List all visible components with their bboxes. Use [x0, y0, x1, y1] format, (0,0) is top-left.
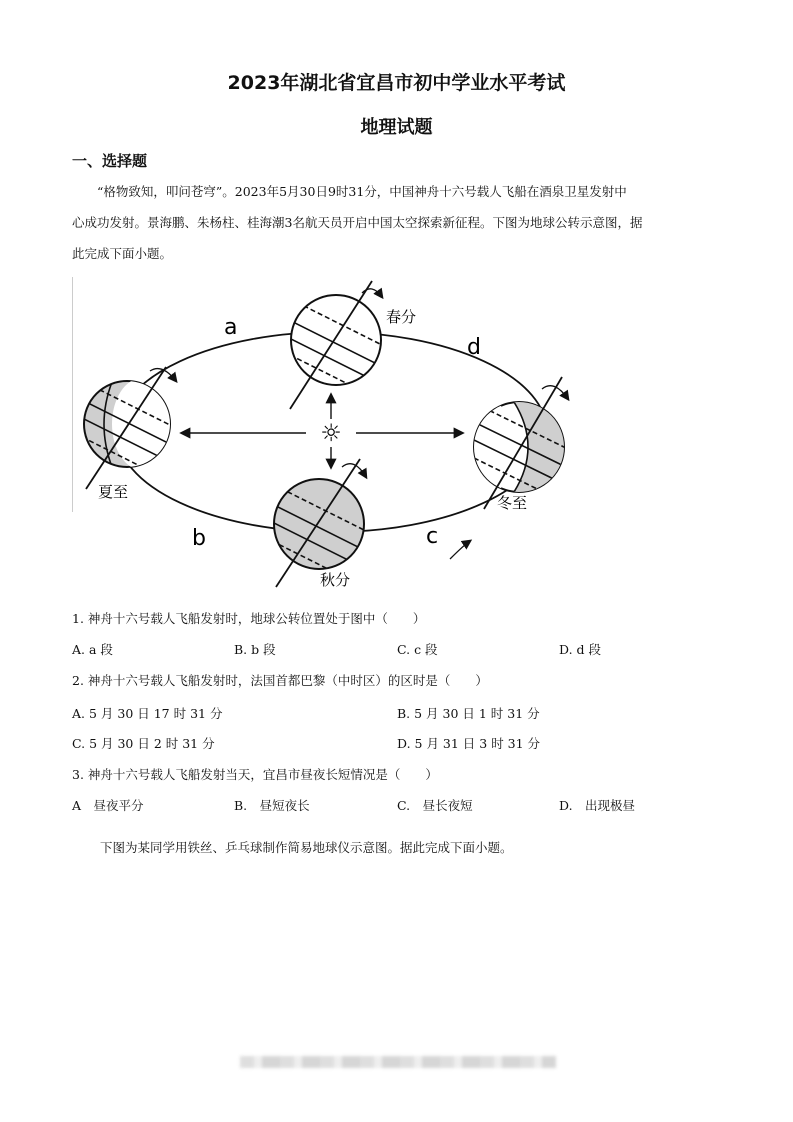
label-c: c: [426, 524, 439, 549]
globe-autumn-equinox: [266, 459, 372, 591]
intro-line: “格物致知，叩问苍穹”。2023年5月30日9时31分，中国神舟十六号载人飞船在酒泉卫星发射中: [97, 184, 627, 199]
question-1-option-c: C. c 段: [397, 642, 438, 657]
globe-spring-equinox: [282, 281, 390, 409]
earth-revolution-diagram: [72, 277, 592, 597]
intro-paragraph: [72, 176, 722, 269]
label-b: b: [192, 526, 206, 551]
label-autumn-equinox: 秋分: [320, 571, 351, 589]
globe-winter-solstice: [466, 377, 576, 509]
question-3-option-a: A 昼夜平分: [72, 798, 144, 813]
question-1-option-b: B. b 段: [234, 642, 276, 657]
question-3-option-b: B. 昼短夜长: [234, 798, 310, 813]
label-spring-equinox: 春分: [386, 308, 417, 326]
label-winter-solstice: 冬至: [497, 494, 528, 512]
page-subtitle: 地理试题: [360, 117, 433, 138]
question-2-option-c: C. 5 月 30 日 2 时 31 分: [72, 736, 215, 751]
question-1-option-d: D. d 段: [559, 642, 601, 657]
question-1-option-a: A. a 段: [72, 642, 113, 657]
question-3-option-d: D. 出现极昼: [559, 798, 636, 813]
label-summer-solstice: 夏至: [98, 483, 129, 501]
question-3-stem: 3. 神舟十六号载人飞船发射当天，宜昌市昼夜长短情况是（ ）: [72, 767, 438, 782]
question-2-option-d: D. 5 月 31 日 3 时 31 分: [397, 736, 541, 751]
intro-paragraph-2: 下图为某同学用铁丝、乒乓球制作简易地球仪示意图。据此完成下面小题。: [100, 840, 513, 855]
question-2-option-a: A. 5 月 30 日 17 时 31 分: [72, 706, 223, 721]
intro-line: 此完成下面小题。: [72, 246, 173, 261]
globe-summer-solstice: [78, 367, 182, 489]
question-2-option-b: B. 5 月 30 日 1 时 31 分: [397, 706, 540, 721]
intro-line: 心成功发射。景海鹏、朱杨柱、桂海潮3名航天员开启中国太空探索新征程。下图为地球公转示意图，据: [72, 215, 643, 230]
question-2-stem: 2. 神舟十六号载人飞船发射时，法国首都巴黎（中时区）的区时是（ ）: [72, 673, 488, 688]
question-3-option-c: C. 昼长夜短: [397, 798, 473, 813]
blurred-footer: [240, 1056, 556, 1068]
label-d: d: [467, 335, 481, 360]
page-title: 2023年湖北省宜昌市初中学业水平考试: [227, 72, 566, 94]
section-heading: 一、选择题: [72, 152, 148, 170]
question-1-stem: 1. 神舟十六号载人飞船发射时，地球公转位置处于图中（ ）: [72, 611, 426, 626]
sun-icon: ☼: [320, 419, 342, 447]
label-a: a: [224, 315, 238, 340]
